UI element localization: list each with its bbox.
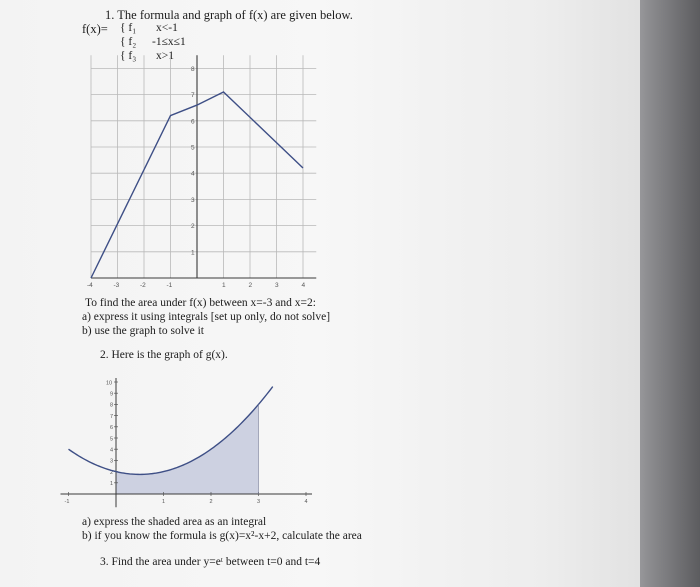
problem3-heading: 3. Find the area under y=eᵗ between t=0 and t=4 [100, 556, 321, 568]
x-tick-label: -1 [64, 499, 70, 505]
problem1-part-a: a) express it using integrals [set up only, do not solve] [82, 311, 331, 323]
y-tick-label: 6 [110, 425, 114, 432]
x-tick-label: 2 [209, 499, 213, 505]
y-tick-label: 8 [110, 402, 114, 409]
cond-f3: x>1 [156, 50, 174, 62]
problem1-heading: 1. The formula and graph of f(x) are given below. [105, 8, 353, 22]
piece-f1: { f₁ [120, 22, 137, 34]
problem2-heading: 2. Here is the graph of g(x). [100, 349, 228, 361]
x-tick-label: -2 [140, 282, 146, 289]
x-tick-label: 1 [162, 499, 166, 505]
graph-fx [80, 52, 340, 292]
y-tick-label: 3 [191, 196, 195, 204]
y-tick-label: 7 [191, 92, 195, 100]
y-tick-label: 8 [191, 65, 195, 73]
y-tick-label: 7 [110, 413, 114, 420]
y-tick-label: 4 [191, 170, 195, 178]
cond-f1: x<-1 [156, 22, 178, 34]
x-tick-label: 2 [248, 282, 253, 289]
x-tick-label: 1 [222, 282, 226, 289]
problem1-question: To find the area under f(x) between x=-3 and x=2: [85, 297, 316, 309]
y-tick-label: 4 [110, 447, 114, 454]
y-tick-label: 2 [110, 469, 114, 476]
y-tick-label: 10 [106, 380, 113, 387]
y-tick-label: 6 [191, 118, 195, 126]
piece-f2: { f₂ [120, 36, 137, 48]
shaded-area [116, 404, 259, 494]
graph-gx [64, 362, 340, 522]
x-tick-label: 3 [257, 499, 261, 505]
x-tick-label: -4 [87, 282, 93, 289]
cond-f2: -1≤x≤1 [152, 36, 186, 48]
y-tick-label: 2 [191, 223, 195, 231]
x-tick-label: 3 [275, 282, 279, 289]
problem1-part-b: b) use the graph to solve it [82, 325, 205, 337]
y-tick-label: 1 [191, 249, 195, 257]
x-tick-label: -1 [166, 282, 173, 289]
piece-f3: { f₃ [120, 50, 137, 62]
problem2-part-b: b) if you know the formula is g(x)=x²-x+2, calculate the area [82, 530, 362, 542]
y-tick-label: 3 [110, 458, 114, 465]
x-tick-label: -3 [113, 282, 120, 289]
y-tick-label: 1 [110, 481, 114, 488]
y-tick-label: 5 [191, 144, 195, 152]
x-tick-label: 4 [304, 499, 308, 505]
y-tick-label: 9 [110, 391, 114, 398]
piecewise-lhs: f(x)= [82, 22, 108, 36]
y-tick-label: 5 [110, 436, 114, 443]
problem2-part-a: a) express the shaded area as an integral [82, 516, 267, 528]
x-tick-label: 4 [301, 282, 306, 289]
